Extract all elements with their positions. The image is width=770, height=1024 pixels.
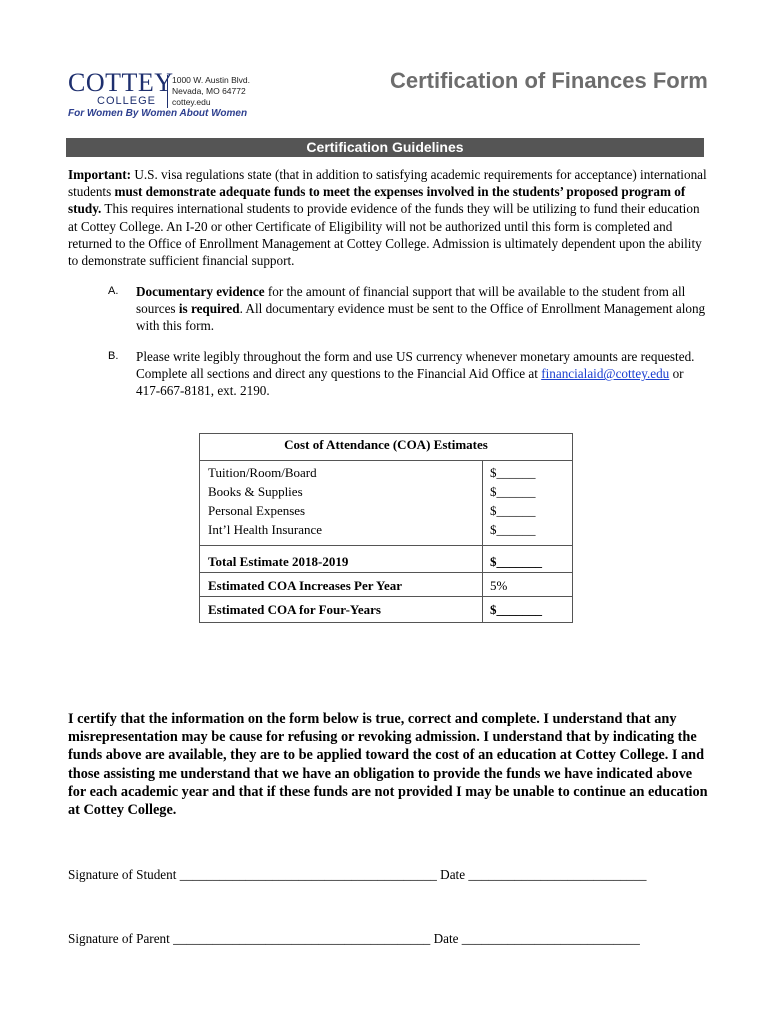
four-year-field[interactable]: $_______ <box>490 602 542 617</box>
coa-increase-label: Estimated COA Increases Per Year <box>208 578 403 593</box>
parent-signature-field[interactable]: _______________________________________ <box>173 931 431 946</box>
college-tagline: For Women By Women About Women <box>68 108 248 119</box>
total-estimate-label: Total Estimate 2018-2019 <box>208 554 349 569</box>
total-estimate-field[interactable]: $_______ <box>490 554 542 569</box>
college-address <box>167 75 250 108</box>
amount-field[interactable]: $______ <box>490 522 536 537</box>
address-line: cottey.edu <box>172 97 211 107</box>
item-b-text: or 417-667-8181, ext. 2190. <box>136 366 684 399</box>
table-divider <box>200 545 572 546</box>
logo-name: COTTEY <box>68 68 174 97</box>
table-row-label: Tuition/Room/Board <box>208 465 317 480</box>
coa-values <box>490 463 536 539</box>
amount-field[interactable]: $______ <box>490 503 536 518</box>
coa-increase-value: 5% <box>490 578 508 593</box>
intro-text: U.S. visa regulations state (that in addition to satisfying academic requirements for acceptance) international students <box>68 167 707 200</box>
item-a-text: . All documentary evidence must be sent to the Office of Enrollment Management along with this form. <box>136 301 706 334</box>
parent-signature-label: Signature of Parent <box>68 931 170 946</box>
intro-text: This requires international students to provide evidence of the funds they will be utilizing to fund their education at Cottey College. An I-20 or other Certificate of Eligibility will not be authorized until this form is completed and returned to the Office of Enrollment Management at Cottey College. Admission is ultimately dependent upon the ability to demonstrate sufficient financial support. <box>68 201 702 269</box>
table-row-label: Int’l Health Insurance <box>208 522 323 537</box>
financial-aid-email-link[interactable]: financialaid@cottey.edu <box>541 366 670 382</box>
four-year-label: Estimated COA for Four-Years <box>208 602 381 617</box>
list-marker: B. <box>108 350 119 362</box>
logo-college: COLLEGE <box>97 95 156 107</box>
page-title: Certification of Finances Form <box>390 68 708 93</box>
item-a-bold: is required <box>178 301 240 317</box>
student-signature-label: Signature of Student <box>68 867 177 882</box>
amount-field[interactable]: $______ <box>490 484 536 499</box>
coa-table-heading: Cost of Attendance (COA) Estimates <box>200 434 572 461</box>
student-signature-field[interactable]: _______________________________________ <box>179 867 437 882</box>
list-marker: A. <box>108 285 119 297</box>
table-row-label: Books & Supplies <box>208 484 303 499</box>
list-item-a <box>108 283 708 335</box>
table-divider <box>200 572 572 573</box>
guidelines-intro <box>68 166 708 269</box>
amount-field[interactable]: $______ <box>490 465 536 480</box>
table-divider <box>200 596 572 597</box>
address-line: Nevada, MO 64772 <box>172 86 246 96</box>
date-label: Date <box>440 867 466 882</box>
date-label: Date <box>433 931 459 946</box>
intro-bold-text: must demonstrate adequate funds to meet the expenses involved in the students’ proposed program of study. <box>68 184 686 217</box>
parent-date-field[interactable]: ___________________________ <box>461 931 640 946</box>
item-b-text: Please write legibly throughout the form and use US currency whenever monetary amounts are requested. Complete all sections and direct any questions to the Financial Aid Office at <box>136 349 695 382</box>
student-date-field[interactable]: ___________________________ <box>468 867 647 882</box>
section-heading-guidelines: Certification Guidelines <box>66 138 704 157</box>
list-item-b <box>108 348 708 400</box>
coa-table <box>199 433 573 623</box>
coa-items <box>208 463 322 539</box>
important-label: Important: <box>68 167 132 182</box>
table-divider <box>482 460 483 622</box>
student-signature-row <box>68 867 646 883</box>
parent-signature-row <box>68 931 640 947</box>
certification-statement: I certify that the information on the form below is true, correct and complete. I understand that any misrepresentation may be cause for refusing or revoking admission. I understand that by indicating the funds above are available, they are to be applied toward the cost of an education at Cottey College. I and those assisting me understand that we have an obligation to provide the funds we have indicated above for each academic year and that if these funds are not provided I may be unable to continue an education at Cottey College. <box>68 711 708 819</box>
address-line: 1000 W. Austin Blvd. <box>172 75 250 85</box>
table-row-label: Personal Expenses <box>208 503 306 518</box>
item-a-bold: Documentary evidence <box>136 284 265 299</box>
item-a-text: for the amount of financial support that will be available to the student from all sources <box>136 284 686 317</box>
